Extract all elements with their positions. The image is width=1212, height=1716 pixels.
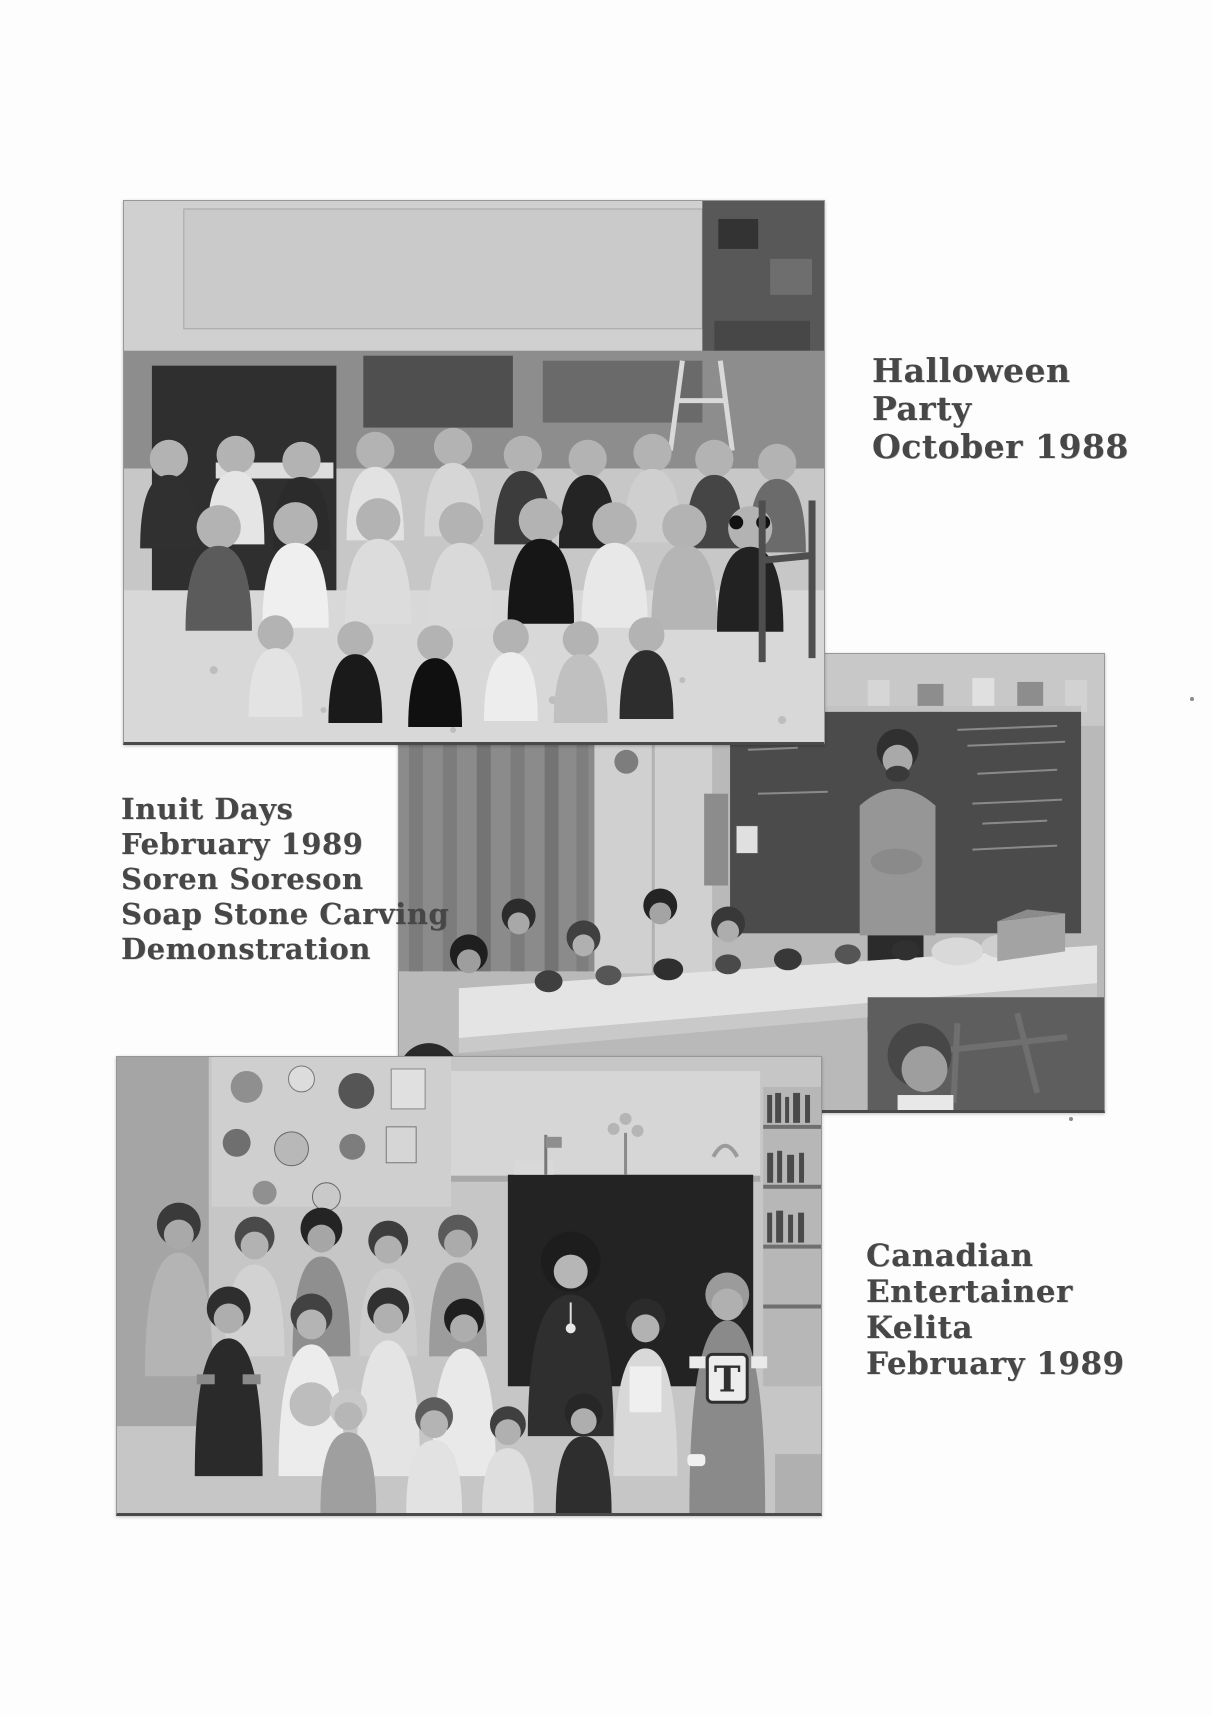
caption-line: Canadian	[866, 1238, 1034, 1274]
halloween-caption	[872, 352, 1129, 466]
kelita-visit-photo	[116, 1056, 822, 1516]
necklace-pendant	[566, 1323, 576, 1333]
bookshelf	[763, 1087, 821, 1386]
caption-line: Kelita	[866, 1310, 973, 1346]
wristband	[687, 1454, 705, 1466]
small-flag	[546, 1137, 562, 1148]
caption-line: Entertainer	[866, 1274, 1073, 1310]
halloween-party-photo	[123, 200, 825, 745]
music-book	[514, 1161, 554, 1175]
poster-collage	[212, 1057, 451, 1211]
inuit-days-caption	[121, 792, 449, 967]
caption-line: Demonstration	[121, 932, 371, 966]
wall-poster	[704, 794, 728, 886]
caption-line: Soren Soreson	[121, 862, 364, 896]
sweater-letter: T	[713, 1358, 741, 1401]
kelita-photo-art	[117, 1057, 821, 1513]
whiteboard	[451, 1071, 760, 1182]
framed-picture	[736, 826, 758, 854]
shirt-logo	[290, 1382, 334, 1426]
kelita-caption	[866, 1238, 1125, 1382]
scan-speck	[1069, 1117, 1073, 1121]
caption-line: February 1989	[866, 1346, 1125, 1382]
caption-line: Inuit Days	[121, 792, 294, 826]
caption-line: Party	[872, 389, 972, 428]
caption-line: Soap Stone Carving	[121, 897, 450, 931]
child-peeking	[614, 750, 638, 774]
halloween-photo-art	[124, 201, 824, 742]
side-table	[775, 1454, 821, 1513]
caption-line: October 1988	[872, 427, 1129, 466]
cabinet	[594, 716, 712, 973]
wall-panel	[184, 209, 703, 329]
caption-line: February 1989	[121, 827, 364, 861]
scan-speck	[1190, 697, 1194, 701]
caption-line: Halloween	[872, 351, 1071, 390]
back-shelves	[363, 356, 513, 428]
mickey-ear-left	[729, 515, 743, 529]
